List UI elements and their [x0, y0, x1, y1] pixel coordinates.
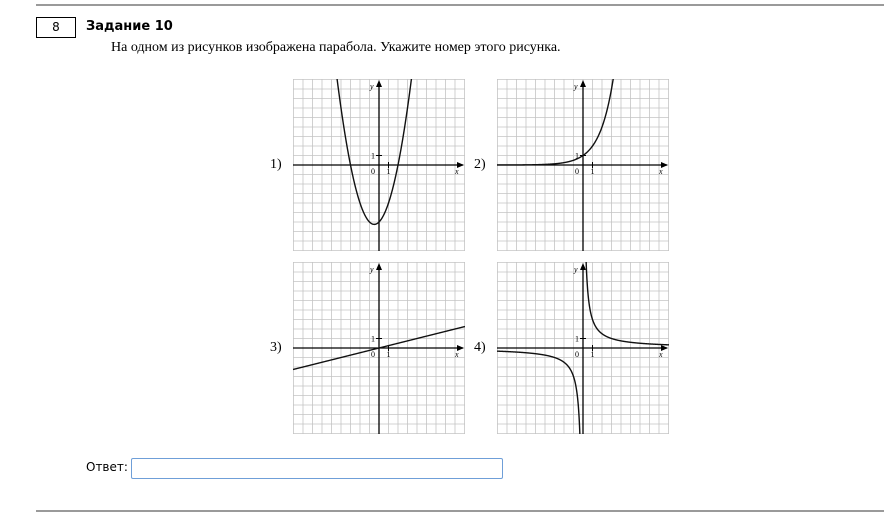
y-unit-label: 1: [575, 151, 579, 161]
figure-2-label: 2): [474, 157, 486, 172]
origin-label: 0: [371, 350, 375, 359]
origin-label: 0: [575, 350, 579, 359]
y-unit-label: 1: [371, 151, 375, 161]
figure-3-graph: [293, 262, 465, 434]
x-unit-label: 1: [590, 350, 595, 359]
x-unit-label: 1: [590, 167, 595, 176]
figure-2-graph: [497, 79, 669, 251]
task-number-box: 8: [36, 17, 76, 38]
x-unit-label: 1: [386, 167, 391, 176]
x-axis-label: x: [659, 350, 663, 359]
figure-1-label: 1): [270, 157, 282, 172]
top-divider: [36, 4, 884, 6]
x-axis-label: x: [659, 167, 663, 176]
figure-1-graph: [293, 79, 465, 251]
figure-4-graph: [497, 262, 669, 434]
origin-label: 0: [371, 167, 375, 176]
x-unit-label: 1: [386, 350, 391, 359]
y-axis-label: y: [370, 265, 374, 274]
figure-4-label: 4): [474, 340, 486, 355]
y-unit-label: 1: [575, 334, 579, 344]
task-title: Задание 10: [86, 19, 173, 34]
y-axis-label: y: [574, 82, 578, 91]
bottom-divider: [36, 510, 884, 512]
x-axis-label: x: [455, 350, 459, 359]
y-axis-label: y: [574, 265, 578, 274]
y-axis-label: y: [370, 82, 374, 91]
answer-label: Ответ:: [86, 460, 128, 474]
y-unit-label: 1: [371, 334, 375, 344]
task-text: На одном из рисунков изображена парабола. Укажите номер этого рисунка.: [111, 40, 561, 55]
answer-input[interactable]: [131, 458, 503, 479]
figure-3-label: 3): [270, 340, 282, 355]
origin-label: 0: [575, 167, 579, 176]
x-axis-label: x: [455, 167, 459, 176]
